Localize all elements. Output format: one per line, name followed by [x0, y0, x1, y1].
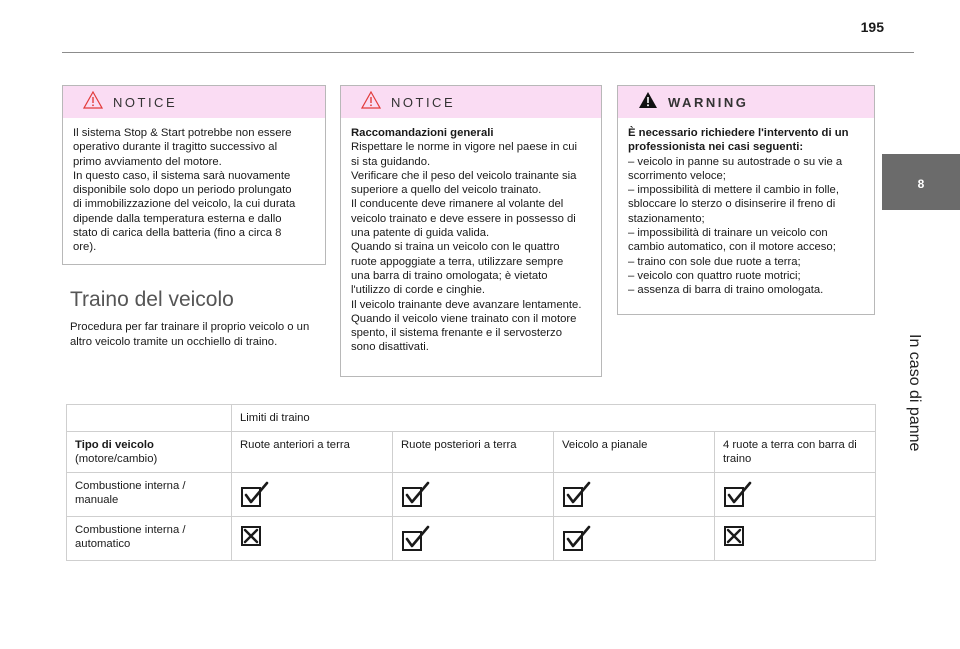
warning-line: – veicolo con quattro ruote motrici; [628, 269, 801, 282]
notice-header [341, 86, 601, 118]
notice-line: Verificare che il peso del veicolo trainante sia [351, 169, 577, 182]
notice-line: ore). [73, 241, 97, 254]
column-header: Veicolo a pianale [554, 432, 715, 473]
allowed-check-icon [715, 473, 876, 517]
notice-line: operativo durante il tragitto successivo al [73, 141, 278, 154]
notice-text [63, 118, 325, 263]
notice-line: Il sistema Stop & Start potrebbe non essere [73, 127, 292, 139]
chapter-title: In caso di panne [906, 334, 923, 452]
notice-text [341, 118, 601, 363]
warning-line: – impossibilità di mettere il cambio in folle, [628, 184, 839, 197]
chapter-tab[interactable]: 8 [882, 154, 960, 210]
forbidden-cross-icon [232, 517, 393, 561]
notice-line: stato di carica della batteria (fino a circa 8 [73, 227, 282, 240]
notice-line: veicolo trainato e deve essere in possesso di [351, 212, 576, 225]
page-number: 195 [860, 19, 884, 35]
notice-line: Il veicolo trainante deve avanzare lentamente. [351, 298, 582, 311]
notice-box-towing [340, 85, 602, 377]
column-header: Ruote anteriori a terra [232, 432, 393, 473]
allowed-check-icon [554, 473, 715, 517]
notice-line: sono disattivati. [351, 341, 429, 354]
towing-limits-table [66, 404, 876, 561]
notice-heading: Raccomandazioni generali [351, 127, 494, 139]
notice-line: ruote appoggiate a terra, utilizzare sempre [351, 255, 564, 268]
warning-box [617, 85, 875, 315]
section-title: Traino del veicolo [70, 288, 234, 311]
warning-line: – impossibilità di trainare un veicolo con [628, 227, 828, 240]
vehicle-type-header: Tipo di veicolo [75, 439, 154, 451]
forbidden-cross-icon [715, 517, 876, 561]
warning-header [618, 86, 874, 118]
table-group-header-row [67, 405, 876, 432]
notice-line: Quando il veicolo viene trainato con il motore [351, 312, 577, 325]
table-first-col-header [67, 432, 232, 473]
warning-line: – assenza di barra di traino omologata. [628, 284, 824, 297]
notice-line: Il conducente deve rimanere al volante del [351, 198, 564, 211]
warning-line: – traino con sole due ruote a terra; [628, 255, 801, 268]
table-row [67, 517, 876, 561]
allowed-check-icon [393, 517, 554, 561]
warning-line: stazionamento; [628, 212, 705, 225]
warning-label: WARNING [668, 94, 749, 110]
warning-triangle-icon [83, 91, 103, 114]
notice-line: di immobilizzazione del veicolo, la cui durata [73, 198, 296, 211]
notice-line: Rispettare le norme in vigore nel paese in cui [351, 141, 578, 154]
warning-line: – veicolo in panne su autostrade o su vie a [628, 155, 843, 168]
notice-line: In questo caso, il sistema sarà nuovamente [73, 169, 291, 182]
warning-line: cambio automatico, con il motore acceso; [628, 241, 836, 254]
warning-line: sbloccare lo sterzo o disinserire il freno di [628, 198, 836, 211]
warning-heading-line: È necessario richiedere l'intervento di un [628, 127, 849, 139]
warning-filled-icon [638, 91, 658, 114]
warning-text [618, 118, 874, 306]
notice-label: NOTICE [113, 94, 178, 110]
notice-line: Quando si traina un veicolo con le quattro [351, 241, 560, 254]
table-header-row [67, 432, 876, 473]
allowed-check-icon [232, 473, 393, 517]
table-row [67, 473, 876, 517]
warning-line: scorrimento veloce; [628, 169, 726, 182]
table-empty-header [67, 405, 232, 432]
warning-heading-line: professionista nei casi seguenti: [628, 141, 804, 154]
allowed-check-icon [554, 517, 715, 561]
notice-line: primo avviamento del motore. [73, 155, 222, 168]
notice-line: dipende dalla temperatura esterna e dallo [73, 212, 282, 225]
notice-line: una barra di traino omologata; è vietato [351, 269, 548, 282]
vehicle-type-cell: Combustione interna / manuale [67, 473, 232, 517]
section-intro: Procedura per far trainare il proprio veicolo o un altro veicolo tramite un occhiello di traino. [70, 321, 310, 348]
warning-triangle-icon [361, 91, 381, 114]
notice-line: superiore a quello del veicolo trainato. [351, 184, 542, 197]
column-header: 4 ruote a terra con barra di traino [715, 432, 876, 473]
vehicle-type-subheader: (motore/cambio) [75, 453, 158, 465]
header-divider [62, 52, 914, 53]
notice-line: l'utilizzo di corde e cinghie. [351, 284, 486, 297]
table-group-header: Limiti di traino [232, 405, 876, 432]
notice-header [63, 86, 325, 118]
allowed-check-icon [393, 473, 554, 517]
notice-line: una patente di guida valida. [351, 227, 490, 240]
notice-line: si sta guidando. [351, 155, 431, 168]
column-header: Ruote posteriori a terra [393, 432, 554, 473]
notice-line: disponibile solo dopo un periodo prolungato [73, 184, 292, 197]
notice-line: spento, il sistema frenante e il servosterzo [351, 327, 562, 340]
vehicle-type-cell: Combustione interna / automatico [67, 517, 232, 561]
notice-box-stop-start [62, 85, 326, 265]
notice-label: NOTICE [391, 94, 456, 110]
